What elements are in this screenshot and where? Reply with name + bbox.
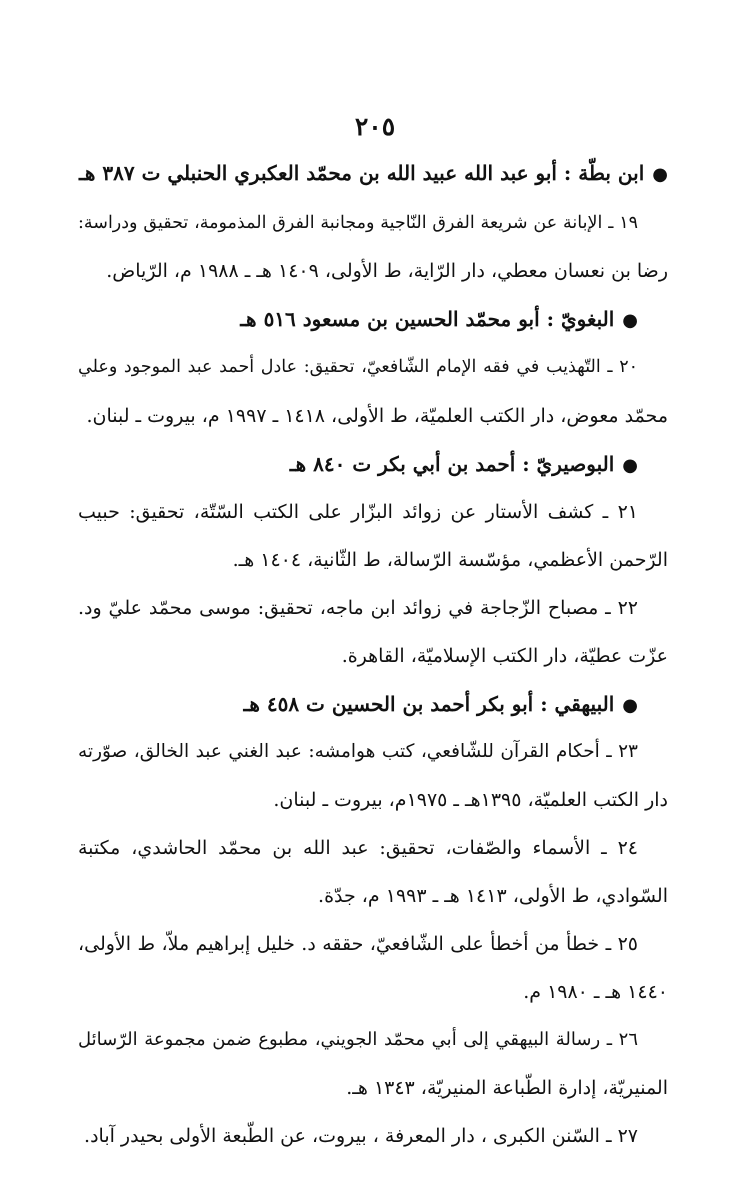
author-heading [79, 158, 668, 188]
entry-line: عزّت عطيّة، دار الكتب الإسلاميّة، القاهرة. [341, 645, 668, 667]
entry-line: رضا بن نعسان معطي، دار الرّاية، ط الأولى، ١٤٠٩ هـ ـ ١٩٨٨ م، الرّياض. [106, 260, 668, 282]
author-heading [240, 304, 638, 334]
page-number: ٢٠٥ [354, 112, 396, 141]
author-heading-text: ابن بطّة : أبو عبد الله عبيد الله بن محمّد العكبري الحنبلي ت ٣٨٧ هـ [79, 161, 645, 185]
entry-line: دار الكتب العلميّة، ١٣٩٥هـ ـ ١٩٧٥م، بيروت ـ لبنان. [273, 789, 668, 811]
entry-line: ٢٥ ـ خطأ من أخطأ على الشّافعيّ، حققه د. خليل إبراهيم ملاّ، ط الأولى، [78, 933, 638, 955]
author-heading [290, 449, 638, 479]
entry-line: ٢٠ ـ التّهذيب في فقه الإمام الشّافعيّ، تحقيق: عادل أحمد عبد الموجود وعلي [78, 357, 638, 377]
author-heading [243, 689, 638, 719]
entry-line: الرّحمن الأعظمي، مؤسّسة الرّسالة، ط الثّانية، ١٤٠٤ هـ. [232, 549, 668, 571]
entry-line: ١٤٤٠ هـ ـ ١٩٨٠ م. [523, 981, 668, 1003]
author-heading-text: البغويّ : أبو محمّد الحسين بن مسعود ٥١٦ هـ [240, 307, 615, 331]
entry-line: ٢٦ ـ رسالة البيهقي إلى أبي محمّد الجويني، مطبوع ضمن مجموعة الرّسائل [78, 1029, 638, 1050]
entry-line: ١٩ ـ الإبانة عن شريعة الفرق النّاجية ومجانبة الفرق المذمومة، تحقيق ودراسة: [78, 213, 638, 233]
author-heading-text: البيهقي : أبو بكر أحمد بن الحسين ت ٤٥٨ هـ [243, 692, 615, 716]
bullet-icon: ● [622, 310, 638, 331]
entry-line: ٢٢ ـ مصباح الزّجاجة في زوائد ابن ماجه، تحقيق: موسى محمّد عليّ ود. [78, 597, 638, 619]
bullet-icon: ● [622, 695, 638, 716]
entry-line: ٢٣ ـ أحكام القرآن للشّافعي، كتب هوامشه: عبد الغني عبد الخالق، صوّرته [78, 741, 638, 762]
bullet-icon: ● [652, 164, 668, 185]
entry-line: المنيريّة، إدارة الطّباعة المنيريّة، ١٣٤٣ هـ. [346, 1077, 668, 1099]
entry-line: ٢٧ ـ السّنن الكبرى ، دار المعرفة ، بيروت، عن الطّبعة الأولى بحيدر آباد. [84, 1125, 638, 1147]
author-heading-text: البوصيريّ : أحمد بن أبي بكر ت ٨٤٠ هـ [289, 452, 615, 476]
entry-line: محمّد معوض، دار الكتب العلميّة، ط الأولى، ١٤١٨ ـ ١٩٩٧ م، بيروت ـ لبنان. [86, 405, 668, 427]
entry-line: ٢١ ـ كشف الأستار عن زوائد البزّار على الكتب السّتّة، تحقيق: حبيب [78, 501, 638, 523]
bullet-icon: ● [622, 455, 638, 476]
entry-line: ٢٤ ـ الأسماء والصّفات، تحقيق: عبد الله بن محمّد الحاشدي، مكتبة [78, 837, 638, 859]
entry-line: السّوادي، ط الأولى، ١٤١٣ هـ ـ ١٩٩٣ م، جدّة. [318, 885, 668, 907]
